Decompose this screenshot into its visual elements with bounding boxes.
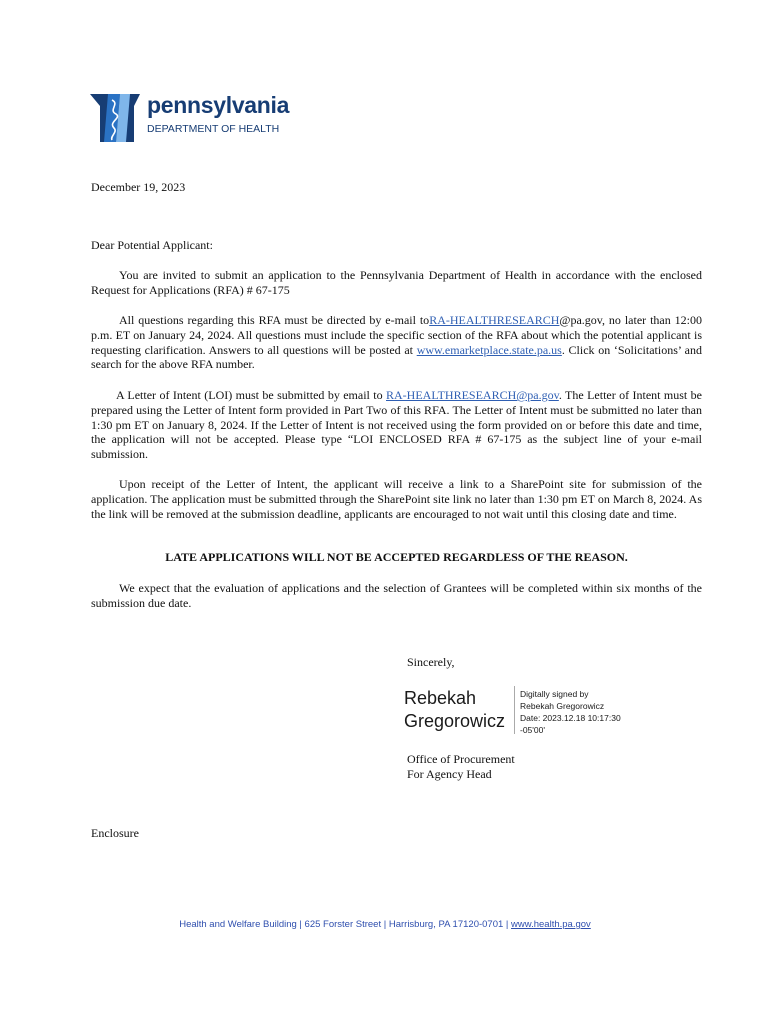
- paragraph-evaluation: [91, 581, 702, 611]
- enclosure-label: Enclosure: [91, 826, 139, 840]
- paragraph-invitation: [91, 268, 702, 298]
- evaluation-text: We expect that the evaluation of applications and the selection of Grantees will be completed within six months of the submission due date.: [91, 581, 702, 610]
- signature-first-name: Rebekah: [404, 688, 477, 708]
- pa-health-logo: [90, 92, 300, 144]
- questions-text-c: . Click on ‘Solicitations’ and search for the above RFA number.: [91, 342, 702, 372]
- signature-note-line3: Date: 2023.12.18 10:17:30: [520, 713, 621, 723]
- signature-last-name: Gregorowicz: [404, 711, 506, 731]
- paragraph-questions: [91, 313, 702, 372]
- signatory-office: [407, 752, 515, 782]
- office-line2: For Agency Head: [407, 766, 492, 781]
- office-line1: Office of Procurement: [407, 752, 515, 766]
- signature-note-line1: Digitally signed by: [520, 689, 589, 699]
- digital-signature-note: [520, 688, 621, 736]
- keystone-logo-icon: [90, 92, 144, 144]
- digital-signature-name: [404, 687, 505, 733]
- signature-note-line4: -05'00': [520, 725, 545, 735]
- loi-text-b: . The Letter of Intent must be prepared using the Letter of Intent form provided in Part Two of this RFA. The Letter of Intent must be submitted no later than 1:30 pm ET on January 8, 2024. If the Letter of Intent is not received using the form provided on or before this date and time, the application will not be accepted. Please type “LOI ENCLOSED RFA # 67-175 as the subject line of your e-mail submission.: [91, 388, 702, 462]
- footer-address: [0, 919, 770, 930]
- signature-note-line2: Rebekah Gregorowicz: [520, 701, 605, 711]
- loi-email-link[interactable]: RA-HEALTHRESEARCH@pa.gov: [386, 388, 559, 402]
- questions-email-link[interactable]: RA-HEALTHRESEARCH: [429, 313, 560, 327]
- footer-address-text: Health and Welfare Building | 625 Forster Street | Harrisburg, PA 17120-0701 |: [179, 919, 512, 930]
- logo-subtitle: DEPARTMENT OF HEALTH: [147, 123, 280, 135]
- letter-date: December 19, 2023: [91, 180, 186, 194]
- late-applications-notice: LATE APPLICATIONS WILL NOT BE ACCEPTED REGARDLESS OF THE REASON.: [165, 550, 628, 564]
- logo-wordmark: pennsylvania: [147, 92, 290, 118]
- paragraph-letter-of-intent: [91, 388, 702, 462]
- paragraph-invitation-text: You are invited to submit an application to the Pennsylvania Department of Health in accordance with the enclosed Request for Applications (RFA) # 67-175: [91, 268, 702, 297]
- salutation: Dear Potential Applicant:: [91, 238, 213, 252]
- paragraph-sharepoint: [91, 477, 702, 521]
- questions-text-a: All questions regarding this RFA must be directed by e-mail to: [119, 313, 430, 327]
- sharepoint-text: Upon receipt of the Letter of Intent, the applicant will receive a link to a SharePoint site for submission of the application. The application must be submitted through the SharePoint site link no later than 1:30 pm ET on March 8, 2024. As the link will be removed at the submission deadline, applicants are encouraged to not wait until this closing date and time.: [91, 477, 702, 521]
- closing: Sincerely,: [407, 655, 455, 669]
- emarketplace-link[interactable]: www.emarketplace.state.pa.us: [416, 342, 562, 357]
- signature-divider: [514, 686, 515, 734]
- loi-text-a: A Letter of Intent (LOI) must be submitted by email to: [116, 388, 387, 402]
- footer-website-link[interactable]: www.health.pa.gov: [511, 919, 591, 930]
- questions-text-b: @pa.gov, no later than 12:00 p.m. ET on January 24, 2024. All questions must include the specific section of the RFA about which the potential applicant is requesting clarification. Answers to all questions will be posted at: [91, 313, 702, 357]
